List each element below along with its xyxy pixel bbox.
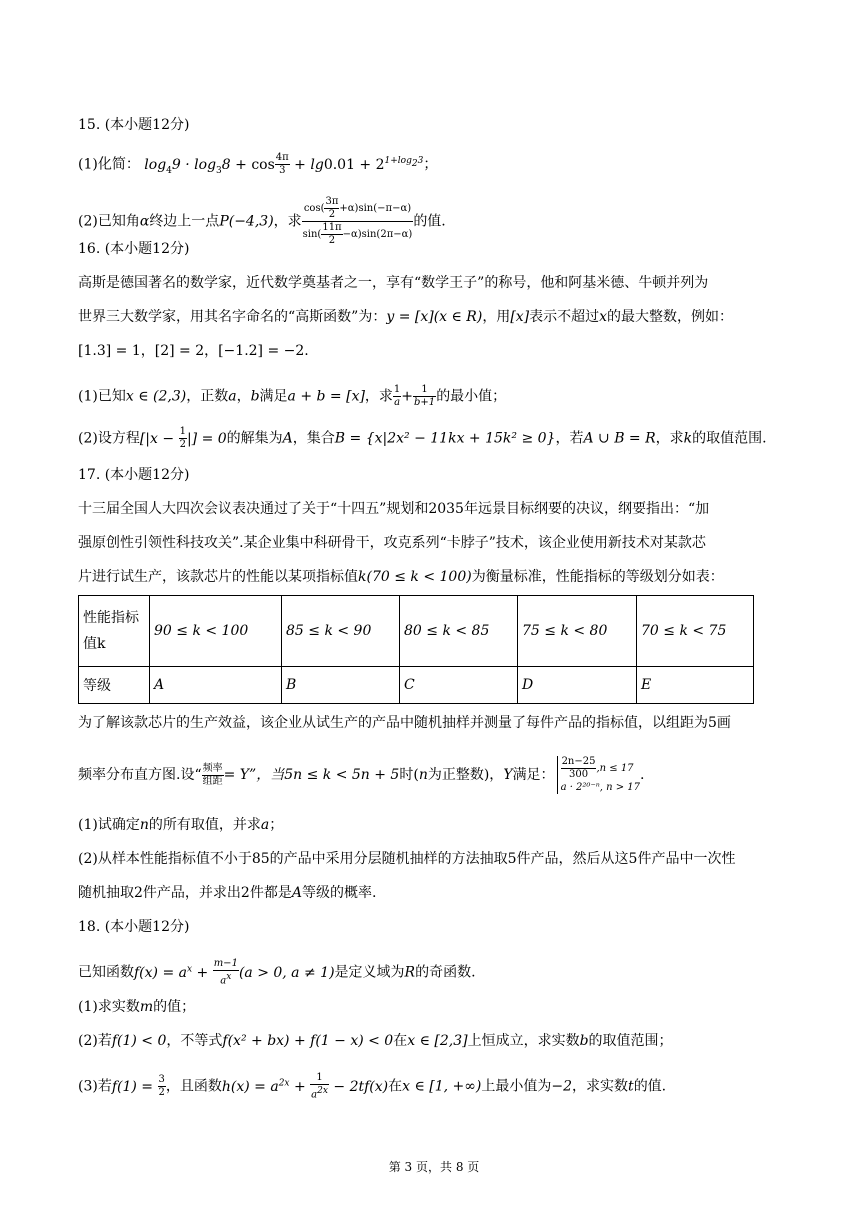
q16-part2: (2)设方程[|x − $\frac{1}{2}$ |] = 0的解集为A，集合B = {x|2x² − 11kx + 15k² ≥ 0}，若A ∪ B = R，求k的取值范围.: [78, 426, 767, 450]
grade-cell: B: [282, 667, 400, 704]
page-footer: 第 3 页，共 8 页: [388, 1160, 480, 1174]
q16-intro-2: 世界三大数学家，用其名字命名的“高斯函数”为：y = [x](x ∈ R)，用[x]表示不超过x的最大整数，例如：: [78, 309, 734, 325]
q18-header: 18. (本小题12分): [78, 919, 190, 935]
q15-expression: $\log_49 \cdot \log_38 + \cos$ $\frac{4\pi}{3}$ + $\lg 0.01 + 2^{1+log_23}$: [144, 152, 424, 177]
q17-intro-3: 片进行试生产，该款芯片的性能以某项指标值k(70 ≤ k < 100)为衡量标准，性能指标的等级划分如表：: [78, 569, 724, 585]
grade-cell: E: [637, 667, 754, 704]
q16-intro-3: [1.3] = 1，[2] = 2，[−1.2] = −2.: [78, 343, 309, 359]
grade-cell: A: [150, 667, 282, 704]
q18-part2: (2)若f(1) < 0，不等式f(x² + bx) + f(1 − x) < 0在x ∈ [2,3]上恒成立，求实数b的取值范围；: [78, 1033, 673, 1049]
range-cell: 70 ≤ k < 75: [637, 596, 754, 667]
q17-intro-4: 为了解该款芯片的生产效益，该企业从试生产的产品中随机抽样并测量了每件产品的指标值，以组距为5画: [78, 715, 731, 731]
q16-header: 16. (本小题12分): [78, 241, 190, 257]
q17-part2-b: 随机抽取2件产品，并求出2件都是A等级的概率.: [78, 885, 377, 901]
q18-part1: (1)求实数m的值；: [78, 999, 196, 1015]
range-cell: 80 ≤ k < 85: [400, 596, 518, 667]
q18-intro: 已知函数$f(x) = a^x$ + $\frac{m-1}{a^x}$ (a > 0, a ≠ 1)是定义域为R的奇函数.: [78, 958, 476, 987]
table-head-range: 性能指标 值k: [79, 596, 150, 667]
grade-cell: D: [518, 667, 637, 704]
q17-intro-1: 十三届全国人大四次会议表决通过了关于“十四五”规划和2035年远景目标纲要的决议，纲要指出：“加: [78, 501, 710, 517]
q17-part1: (1)试确定n的所有取值，并求a；: [78, 817, 284, 833]
q15-part2: (2)已知角α终边上一点P(−4,3)，求 cos( $\frac{3\pi}{2}$ +α)sin(−π−α) sin( $\frac{11\pi}{2}$ −α)sin(2π−α) 的值.: [78, 196, 446, 246]
q17-intro-5: 频率分布直方图.设“ $\frac{\text{频率}}{\text{组距}}$ = Y”，当5n ≤ k < 5n + 5时(n为正整数)，Y满足： $\frac{2n-25}{300}$ ,n ≤ 17 a · 2²⁰⁻ⁿ, n > 17 .: [78, 756, 645, 793]
range-cell: 75 ≤ k < 80: [518, 596, 637, 667]
piecewise-brace: $\frac{2n-25}{300}$ ,n ≤ 17 a · 2²⁰⁻ⁿ, n > 17: [557, 756, 640, 794]
q15-part1: (1)化简： $\log_49 \cdot \log_38 + \cos$ $\frac{4\pi}{3}$ + $\lg 0.01 + 2^{1+log_23}$；: [78, 152, 438, 177]
grade-table: [78, 595, 754, 704]
range-cell: 85 ≤ k < 90: [282, 596, 400, 667]
q16-fraction-expr: $\frac{1}{a}$: [393, 384, 401, 408]
range-cell: 90 ≤ k < 100: [150, 596, 282, 667]
q17-part2-a: (2)从样本性能指标值不小于85的产品中采用分层随机抽样的方法抽取5件产品，然后从这5件产品中一次性: [78, 851, 736, 867]
q17-intro-2: 强原创性引领性科技攻关”.某企业集中科研骨干，攻克系列“卡脖子”技术，该企业使用新技术对某款芯: [78, 535, 706, 551]
q15-header: 15. (本小题12分): [78, 117, 190, 133]
q17-header: 17. (本小题12分): [78, 467, 190, 483]
grade-cell: C: [400, 667, 518, 704]
q16-intro-1: 高斯是德国著名的数学家，近代数学奠基者之一，享有“数学王子”的称号，他和阿基米德、牛顿并列为: [78, 275, 709, 291]
table-head-grade: 等级: [79, 667, 150, 704]
q15-trig-fraction: cos( $\frac{3\pi}{2}$ +α)sin(−π−α) sin( $\frac{11\pi}{2}$ −α)sin(2π−α): [302, 196, 413, 246]
q18-part3: (3)若f(1) = $\frac{3}{2}$ ，且函数$h(x) = a^{2x}$ + $\frac{1}{a^{2x}}$ − 2tf(x)在x ∈ [1, +∞)上最小值为−2，求实数t的值.: [78, 1072, 667, 1101]
q16-part1: (1)已知x ∈ (2,3)，正数a，b满足a + b = [x]，求 $\frac{1}{a}$ + $\frac{1}{b+1}$ 的最小值；: [78, 384, 507, 408]
